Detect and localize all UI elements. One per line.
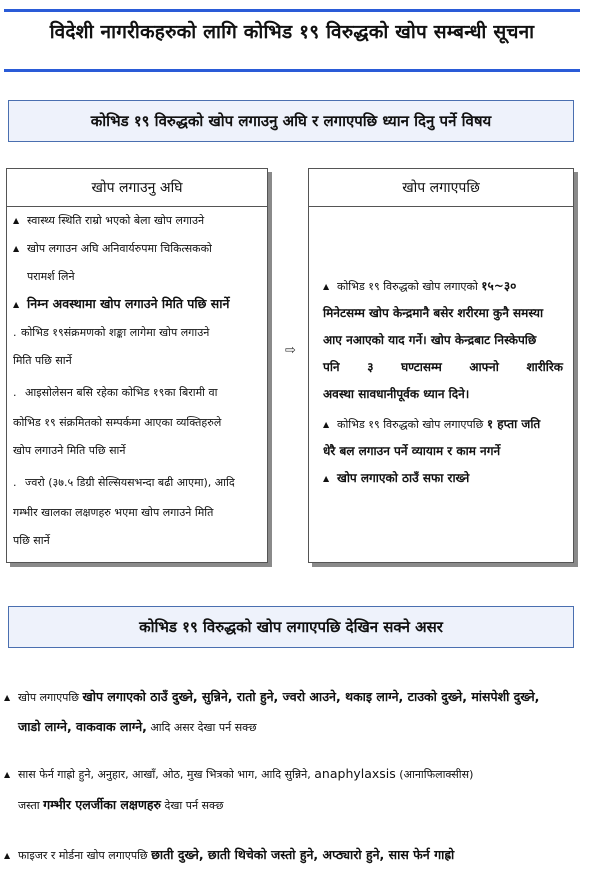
list-item-continued: गम्भीर खालका लक्षणहरु भएमा खोप लगाउने मिति [13,506,214,519]
bullet-icon: ▲ [323,420,330,429]
effect-item-continued: जस्ता गम्भीर एलर्जीका लक्षणहरु देखा पर्न सक्छ [18,797,224,812]
section-heading-before-after: कोभिड १९ विरुद्धको खोप लगाउनु अघि र लगाएपछि ध्यान दिनु पर्ने विषय [8,100,574,142]
bullet-icon: ▲ [13,244,20,253]
effect-item-continued: जाडो लाग्ने, वाकवाक लाग्ने, आदि असर देखा पर्न सक्छ [18,719,257,734]
list-item: ▲ स्वास्थ्य स्थिति राम्रो भएको बेला खोप लगाउने [13,214,205,227]
section-heading-side-effects: कोभिड १९ विरुद्धको खोप लगाएपछि देखिन सक्ने असर [8,606,574,648]
before-column [6,168,268,563]
bullet-icon: ▲ [323,282,330,291]
list-item-continued: आए नआएको याद गर्ने। खोप केन्द्रबाट निस्केपछि [323,333,537,347]
after-column [308,168,574,563]
title-underline [4,69,580,72]
list-item-bold: ▲ निम्न अवस्थामा खोप लगाउने मिति पछि सार्ने [13,296,230,311]
list-item: . ज्वरो (३७.५ डिग्री सेल्सियसभन्दा बढी आएमा), आदि [13,476,235,489]
effect-item: ▲ खोप लगाएपछि खोप लगाएको ठाउँ दुख्ने, सुन्निने, रातो हुने, ज्वरो आउने, थकाइ लाग्ने, टाउको दुख्ने, मांसपेशी दुख्ने, [4,689,540,704]
list-item-continued: परामर्श लिने [27,270,75,283]
bullet-icon: ▲ [13,300,20,309]
list-item: . आइसोलेसन बसि रहेका कोभिड १९का बिरामी वा [13,386,218,399]
bullet-icon: ▲ [4,693,11,702]
list-item: ▲ खोप लगाउन अघि अनिवार्यरुपमा चिकित्सकको [13,242,212,255]
after-column-heading: खोप लगाएपछि [309,169,573,207]
bullet-icon: ▲ [323,474,330,483]
arrow-right-icon: ⇨ [285,343,296,358]
page-title: विदेशी नागरीकहरुको लागि कोभिड १९ विरुद्धको खोप सम्बन्धी सूचना [49,21,535,43]
list-item: ▲ खोप लगाएको ठाउँ सफा राख्ने [323,471,470,485]
top-rule [4,9,580,12]
list-item-continued: खोप लगाउने मिति पछि सार्ने [13,444,126,457]
bullet-icon: ▲ [13,216,20,225]
list-item-continued: पनि ३ घण्टासम्म आफ्नो शारीरिक [323,360,563,374]
effect-item: ▲ फाइजर र मोर्डना खोप लगाएपछि छाती दुख्ने, छाती थिचेको जस्तो हुने, अप्ठ्यारो हुने, सास फेर्न गाह्रो [4,847,455,862]
list-item-continued: कोभिड १९ संक्रमितको सम्पर्कमा आएका व्यक्तिहरुले [13,416,222,429]
list-item-continued: धेरै बल लगाउन पर्ने व्यायाम र काम नगर्ने [323,444,501,458]
before-column-heading: खोप लगाउनु अघि [7,169,267,207]
bullet-icon: ▲ [4,851,11,860]
list-item: ▲ कोभिड १९ विरुद्धको खोप लगाएको १५~३० [323,279,517,293]
bullet-icon: ▲ [4,770,11,779]
list-item-continued: अवस्था सावधानीपूर्वक ध्यान दिने। [323,387,470,401]
list-item: . कोभिड १९संक्रमणको शङ्का लागेमा खोप लगाउने [13,326,210,339]
list-item: ▲ कोभिड १९ विरुद्धको खोप लगाएपछि १ हप्ता जति [323,417,541,431]
list-item-continued: पछि सार्ने [13,534,50,547]
effect-item: ▲ सास फेर्न गाह्रो हुने, अनुहार, आखाँ, ओठ, मुख भित्रको भाग, आदि सुन्निने, anaphylaxsis (आनाफिलाक्सीस) [4,766,474,781]
list-item-continued: मिति पछि सार्ने [13,354,72,367]
list-item-continued: मिनेटसम्म खोप केन्द्रमानै बसेर शरीरमा कुनै समस्या [323,306,544,320]
